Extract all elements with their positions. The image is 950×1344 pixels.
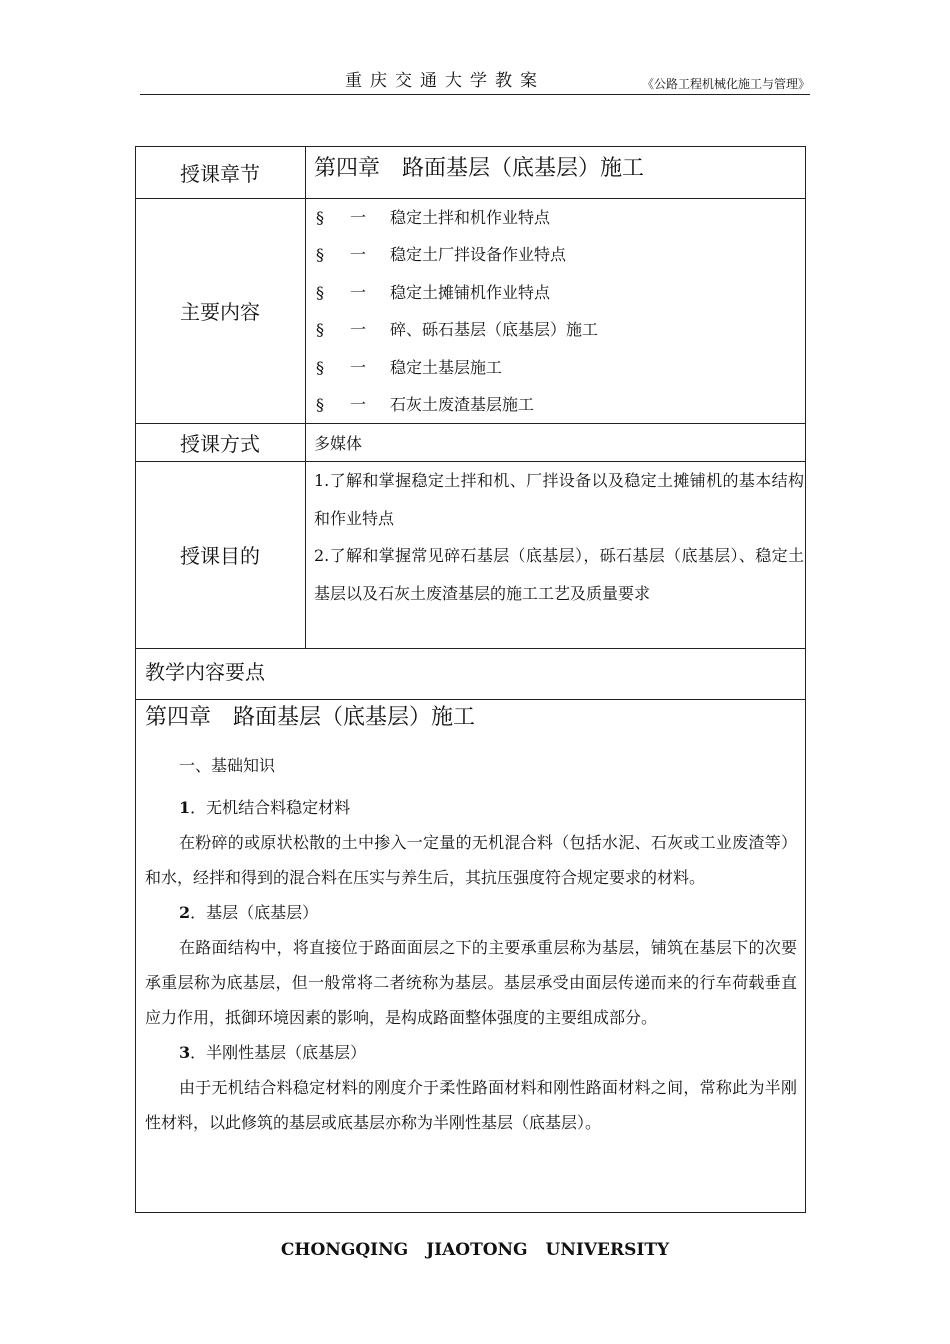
content-item bbox=[316, 392, 534, 415]
purpose-text bbox=[314, 462, 804, 612]
content-item bbox=[316, 317, 598, 340]
item-title: ．基层（底基层） bbox=[190, 903, 319, 922]
item-number: 2 bbox=[179, 903, 191, 922]
item-number: 3 bbox=[179, 1043, 191, 1062]
chapter-value: 第四章 路面基层（底基层）施工 bbox=[314, 156, 645, 181]
section-symbol: § bbox=[316, 283, 324, 302]
page-footer: CHONGQING JIAOTONG UNIVERSITY bbox=[280, 1240, 670, 1260]
content-item-text: 稳定土摊铺机作业特点 bbox=[390, 283, 551, 302]
content-item bbox=[316, 242, 566, 265]
content-item bbox=[316, 280, 550, 303]
purpose-label: 授课目的 bbox=[180, 544, 260, 568]
method-value: 多媒体 bbox=[314, 434, 363, 453]
section-symbol: § bbox=[316, 395, 324, 414]
section-symbol: § bbox=[316, 208, 324, 227]
dash-mark: 一 bbox=[350, 358, 367, 377]
content-item bbox=[316, 355, 502, 378]
column-divider bbox=[305, 147, 306, 648]
item-heading bbox=[145, 895, 797, 930]
content-item-text: 稳定土拌和机作业特点 bbox=[390, 208, 551, 227]
item-title: ．无机结合料稳定材料 bbox=[190, 798, 351, 817]
section-symbol: § bbox=[316, 320, 324, 339]
teaching-body bbox=[145, 700, 797, 1140]
section-heading: 一、基础知识 bbox=[179, 756, 276, 775]
purpose-item: 2.了解和掌握常见碎石基层（底基层），砾石基层（底基层）、稳定土基层以及石灰土废渣基层的施工工艺及质量要求 bbox=[314, 546, 804, 603]
item-paragraph: 在粉碎的或原状松散的土中掺入一定量的无机混合料（包括水泥、石灰或工业废渣等）和水，经拌和得到的混合料在压实与养生后，其抗压强度符合规定要求的材料。 bbox=[145, 833, 797, 887]
item-heading bbox=[145, 790, 797, 825]
lesson-plan-table bbox=[135, 146, 806, 1213]
item-heading bbox=[145, 1035, 797, 1070]
section-symbol: § bbox=[316, 245, 324, 264]
row-divider bbox=[136, 648, 805, 649]
dash-mark: 一 bbox=[350, 208, 367, 227]
content-item-text: 稳定土厂拌设备作业特点 bbox=[390, 245, 567, 264]
university-title: 重庆交通大学教案 bbox=[345, 71, 545, 91]
body-chapter-title: 第四章 路面基层（底基层）施工 bbox=[145, 705, 476, 730]
item-paragraph: 由于无机结合料稳定材料的刚度介于柔性路面材料和刚性路面材料之间，常称此为半刚性材料，以此修筑的基层或底基层亦称为半刚性基层（底基层）。 bbox=[145, 1078, 797, 1132]
item-title: ．半刚性基层（底基层） bbox=[190, 1043, 367, 1062]
item-number: 1 bbox=[179, 798, 191, 817]
chapter-label: 授课章节 bbox=[180, 162, 260, 186]
content-item-text: 石灰土废渣基层施工 bbox=[390, 395, 535, 414]
content-label: 主要内容 bbox=[180, 300, 260, 324]
teaching-heading: 教学内容要点 bbox=[145, 660, 265, 684]
course-title: 《公路工程机械化施工与管理》 bbox=[641, 77, 810, 91]
section-symbol: § bbox=[316, 358, 324, 377]
content-item-text: 碎、砾石基层（底基层）施工 bbox=[390, 320, 599, 339]
dash-mark: 一 bbox=[350, 395, 367, 414]
dash-mark: 一 bbox=[350, 320, 367, 339]
page-header bbox=[140, 66, 810, 95]
content-item bbox=[316, 205, 550, 228]
dash-mark: 一 bbox=[350, 283, 367, 302]
method-label: 授课方式 bbox=[180, 431, 260, 456]
purpose-item: 1.了解和掌握稳定土拌和机、厂拌设备以及稳定土摊铺机的基本结构和作业特点 bbox=[314, 471, 804, 528]
item-paragraph: 在路面结构中，将直接位于路面面层之下的主要承重层称为基层，铺筑在基层下的次要承重层称为底基层，但一般常将二者统称为基层。基层承受由面层传递而来的行车荷载垂直应力作用，抵御环境因素的影响，是构成路面整体强度的主要组成部分。 bbox=[145, 938, 797, 1027]
content-item-text: 稳定土基层施工 bbox=[390, 358, 503, 377]
dash-mark: 一 bbox=[350, 245, 367, 264]
